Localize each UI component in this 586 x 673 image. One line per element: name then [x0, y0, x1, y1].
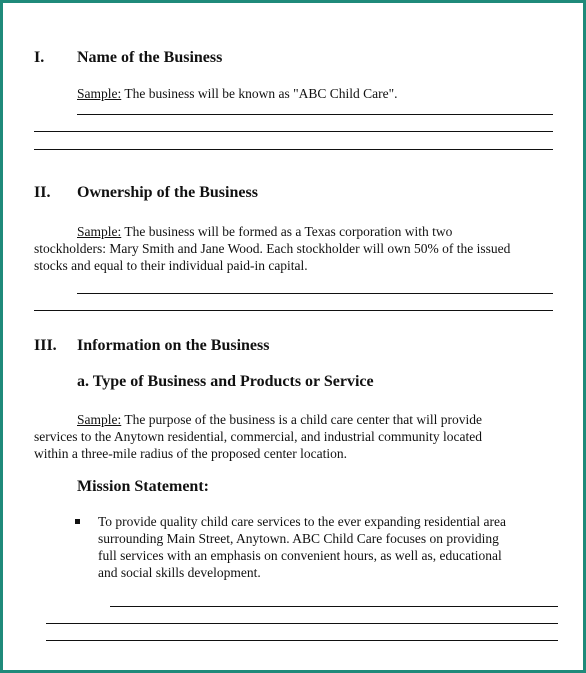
- blank-line: [34, 310, 553, 311]
- sample-text: The business will be known as "ABC Child Care".: [121, 86, 398, 101]
- mission-bullet-line2: surrounding Main Street, Anytown. ABC Child Care focuses on providing: [98, 531, 499, 546]
- blank-line: [46, 640, 558, 641]
- section-3-sample-line2: services to the Anytown residential, commercial, and industrial community located: [34, 429, 483, 444]
- mission-bullet-line3: full services with an emphasis on convenient hours, as well as, educational: [98, 548, 502, 563]
- blank-line: [77, 293, 553, 294]
- sample-label: Sample:: [77, 412, 122, 427]
- section-3-sample-line1: [77, 411, 482, 428]
- mission-bullet-line4: and social skills development.: [98, 565, 261, 580]
- section-2-sample-line3: stocks and equal to their individual paid-in capital.: [34, 258, 308, 273]
- section-3-subheading: a. Type of Business and Products or Service: [77, 373, 374, 390]
- section-3-sample-line3: within a three-mile radius of the proposed center location.: [34, 446, 348, 461]
- blank-line: [110, 606, 558, 607]
- section-1-sample: [77, 85, 398, 102]
- sample-text: The purpose of the business is a child care center that will provide: [121, 412, 483, 427]
- section-2-title: Ownership of the Business: [77, 184, 258, 201]
- bullet-square-icon: [75, 519, 80, 524]
- section-3-title: Information on the Business: [77, 337, 270, 354]
- blank-line: [34, 149, 553, 150]
- sample-label: Sample:: [77, 86, 122, 101]
- mission-statement-heading: Mission Statement:: [77, 478, 209, 495]
- blank-line: [34, 131, 553, 132]
- blank-line: [46, 623, 558, 624]
- sample-label: Sample:: [77, 224, 122, 239]
- section-1-title: Name of the Business: [77, 49, 223, 66]
- sample-text: The business will be formed as a Texas corporation with two: [121, 224, 453, 239]
- section-2-sample-line2: stockholders: Mary Smith and Jane Wood. Each stockholder will own 50% of the issued: [34, 241, 511, 256]
- mission-bullet-line1: To provide quality child care services to the ever expanding residential area: [98, 514, 507, 529]
- blank-line: [77, 114, 553, 115]
- section-1-numeral: I.: [34, 49, 45, 66]
- section-2-sample-line1: [77, 223, 452, 240]
- section-3-numeral: III.: [34, 337, 57, 354]
- section-2-numeral: II.: [34, 184, 51, 201]
